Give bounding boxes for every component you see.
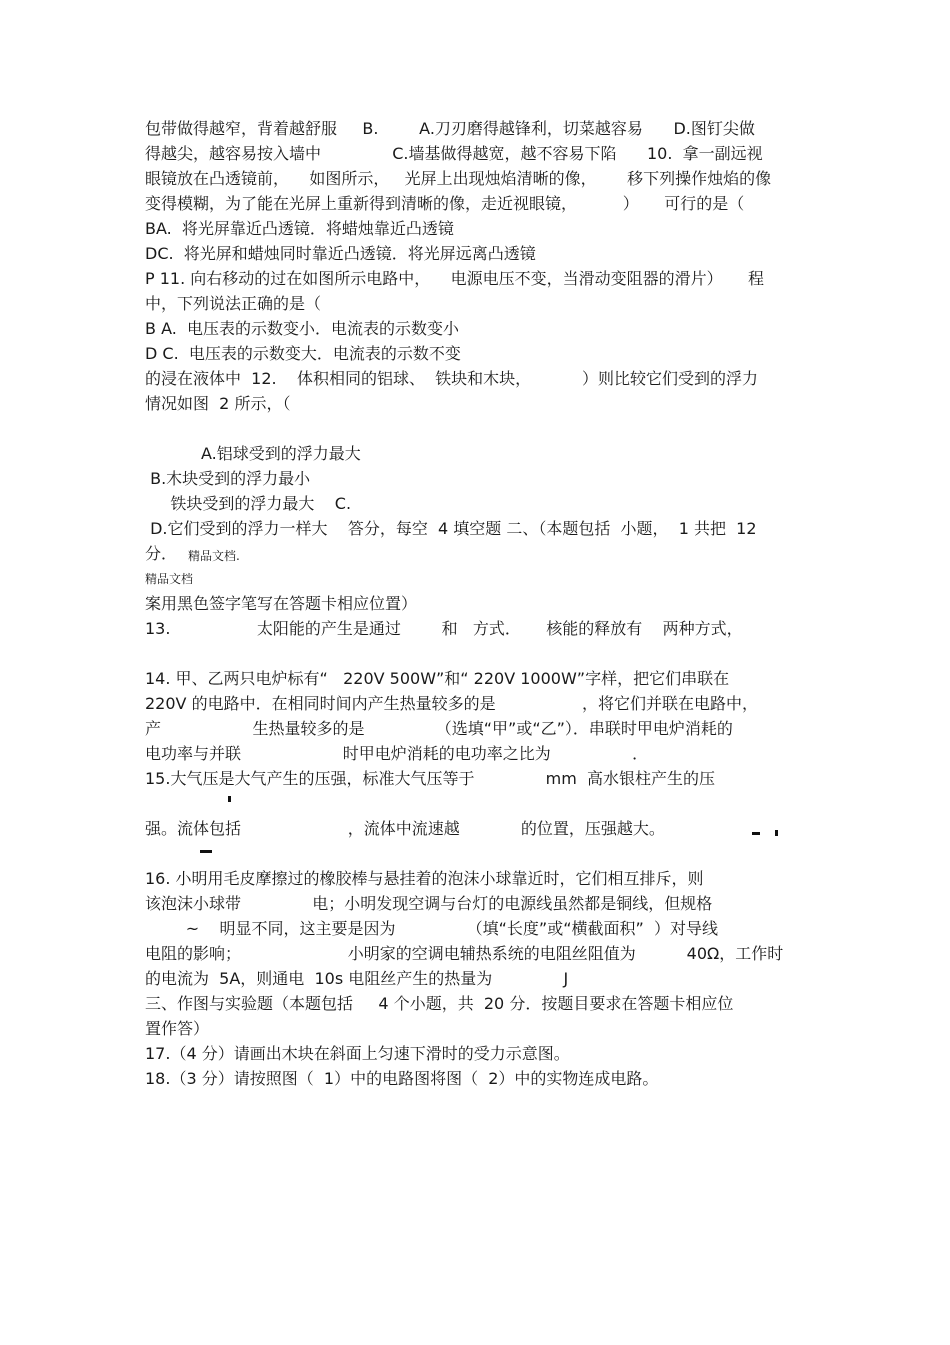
text-line: D.它们受到的浮力一样大 答分，每空 4 填空题 二、（本题包括 小题， 1 共把 12 [145, 519, 757, 538]
text-line: 中，下列说法正确的是（ [145, 294, 322, 313]
text-line: DC. 将光屏和蜡烛同时靠近凸透镜．将光屏远离凸透镜 [145, 244, 536, 263]
text-line: 电阻的影响； 小明家的空调电辅热系统的电阻丝阻值为 40Ω，工作时 [145, 944, 784, 963]
scan-artifact [200, 850, 212, 853]
text-line: 14. 甲、乙两只电炉标有“ 220V 500W”和“ 220V 1000W”字样，把它们串联在 [145, 669, 730, 688]
text-line: 情况如图 2 所示，（ [145, 394, 291, 413]
text-line: B A. 电压表的示数变小．电流表的示数变小 [145, 319, 459, 338]
text-line: D C. 电压表的示数变大．电流表的示数不变 [145, 344, 461, 363]
text-line: ~ 明显不同，这主要是因为 （填“长度”或“横截面积” ）对导线 [145, 919, 718, 938]
scan-artifact [752, 832, 760, 835]
text-line: 强。流体包括 ，流体中流速越 的位置，压强越大。 [145, 819, 665, 838]
text-line: 变得模糊，为了能在光屏上重新得到清晰的像，走近视眼镜， ） 可行的是（ [145, 194, 745, 213]
text-line: 产 生热量较多的是 （选填“甲”或“乙”）．串联时甲电炉消耗的 [145, 719, 733, 738]
watermark-text: 精品文档. [188, 549, 240, 563]
text-line: 包带做得越窄，背着越舒服 B. A.刀刃磨得越锋利，切菜越容易 D.图钉尖做 [145, 119, 755, 138]
watermark-text: 精品文档 [145, 572, 194, 586]
text-line: 案用黑色签字笔写在答题卡相应位置） [145, 594, 418, 613]
text-line: 的浸在液体中 12. 体积相同的铝球、 铁块和木块， ）则比较它们受到的浮力 [145, 369, 758, 388]
text-line: 三、作图与实验题（本题包括 4 个小题，共 20 分．按题目要求在答题卡相应位 [145, 994, 734, 1013]
text-line: 17.（4 分）请画出木块在斜面上匀速下滑时的受力示意图。 [145, 1044, 570, 1063]
text-line: 该泡沫小球带 电；小明发现空调与台灯的电源线虽然都是铜线，但规格 [145, 894, 713, 913]
text-line: 15.大气压是大气产生的压强，标准大气压等于 mm 高水银柱产生的压 [145, 769, 715, 788]
text-line: 的电流为 5A，则通电 10s 电阻丝产生的热量为 J [145, 969, 569, 988]
text-line: A.铝球受到的浮力最大 [145, 444, 361, 463]
text-line: BA. 将光屏靠近凸透镜．将蜡烛靠近凸透镜 [145, 219, 454, 238]
text-line: 18.（3 分）请按照图（ 1）中的电路图将图（ 2）中的实物连成电路。 [145, 1069, 659, 1088]
text-line: 220V 的电路中．在相同时间内产生热量较多的是 ，将它们并联在电路中， [145, 694, 759, 713]
text-line: 电功率与并联 时甲电炉消耗的电功率之比为 ． [145, 744, 649, 763]
text-line: 13. 太阳能的产生是通过 和 方式． 核能的释放有 两种方式， [145, 619, 743, 638]
text-line: 置作答） [145, 1019, 210, 1038]
scan-artifact [228, 796, 231, 802]
text-line: 16. 小明用毛皮摩擦过的橡胶棒与悬挂着的泡沫小球靠近时，它们相互排斥，则 [145, 869, 704, 888]
scan-artifact [775, 830, 778, 836]
text-line: P 11. 向右移动的过在如图所示电路中， 电源电压不变，当滑动变阻器的滑片） 程 [145, 269, 765, 288]
text-line: 得越尖，越容易按入墙中 C.墙基做得越宽，越不容易下陷 10. 拿一副远视 [145, 144, 763, 163]
text-line: B.木块受到的浮力最小 [145, 469, 311, 488]
text-line: 眼镜放在凸透镜前， 如图所示， 光屏上出现烛焰清晰的像， 移下列操作烛焰的像 [145, 169, 772, 188]
text-line: 分． [145, 544, 178, 563]
text-line: 铁块受到的浮力最大 C. [145, 494, 352, 513]
